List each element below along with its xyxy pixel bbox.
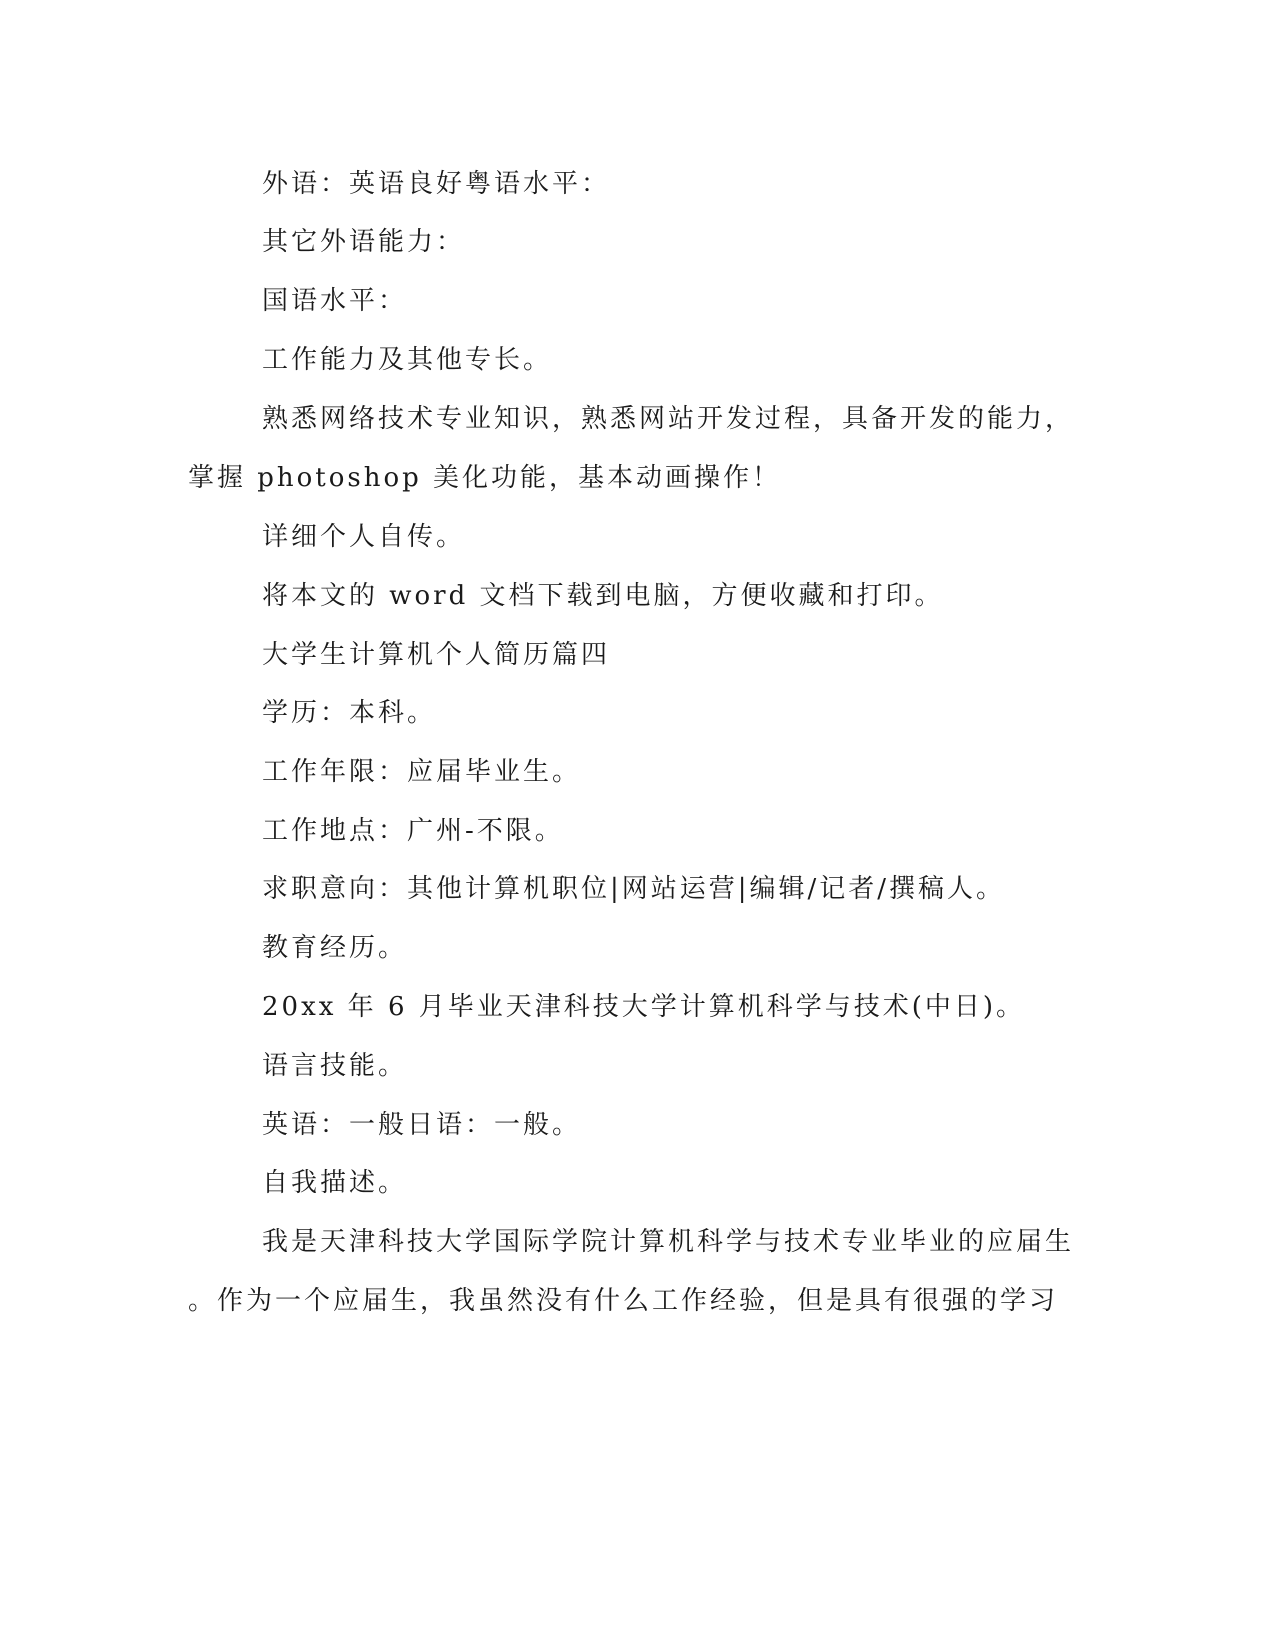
skills-paragraph-line-2: 掌握 photoshop 美化功能，基本动画操作！: [188, 463, 782, 493]
education-level-line: 学历：本科。: [262, 698, 437, 728]
skills-heading: 工作能力及其他专长。: [262, 345, 553, 375]
language-skills-heading: 语言技能。: [262, 1051, 408, 1081]
self-description-line-1: 我是天津科技大学国际学院计算机科学与技术专业毕业的应届生: [262, 1227, 1075, 1257]
job-intention-line: 求职意向：其他计算机职位|网站运营|编辑/记者/撰稿人。: [262, 874, 1006, 904]
work-location-line: 工作地点：广州-不限。: [262, 816, 564, 846]
self-description-heading: 自我描述。: [262, 1168, 408, 1198]
self-description-line-2: 。作为一个应届生，我虽然没有什么工作经验，但是具有很强的学习: [188, 1286, 1059, 1316]
mandarin-level-line: 国语水平：: [262, 286, 408, 316]
other-language-line: 其它外语能力：: [262, 227, 466, 257]
work-years-line: 工作年限：应届毕业生。: [262, 757, 582, 787]
skills-paragraph-line-1: 熟悉网络技术专业知识，熟悉网站开发过程，具备开发的能力，: [262, 404, 1075, 434]
download-note: 将本文的 word 文档下载到电脑，方便收藏和打印。: [262, 581, 944, 611]
foreign-language-line: 外语：英语良好粤语水平：: [262, 169, 611, 199]
education-entry: 20xx 年 6 月毕业天津科技大学计算机科学与技术(中日)。: [262, 992, 1026, 1022]
language-skills-line: 英语：一般日语：一般。: [262, 1110, 582, 1140]
section-title: 大学生计算机个人简历篇四: [262, 640, 611, 670]
education-heading: 教育经历。: [262, 933, 408, 963]
autobiography-heading: 详细个人自传。: [262, 522, 466, 552]
